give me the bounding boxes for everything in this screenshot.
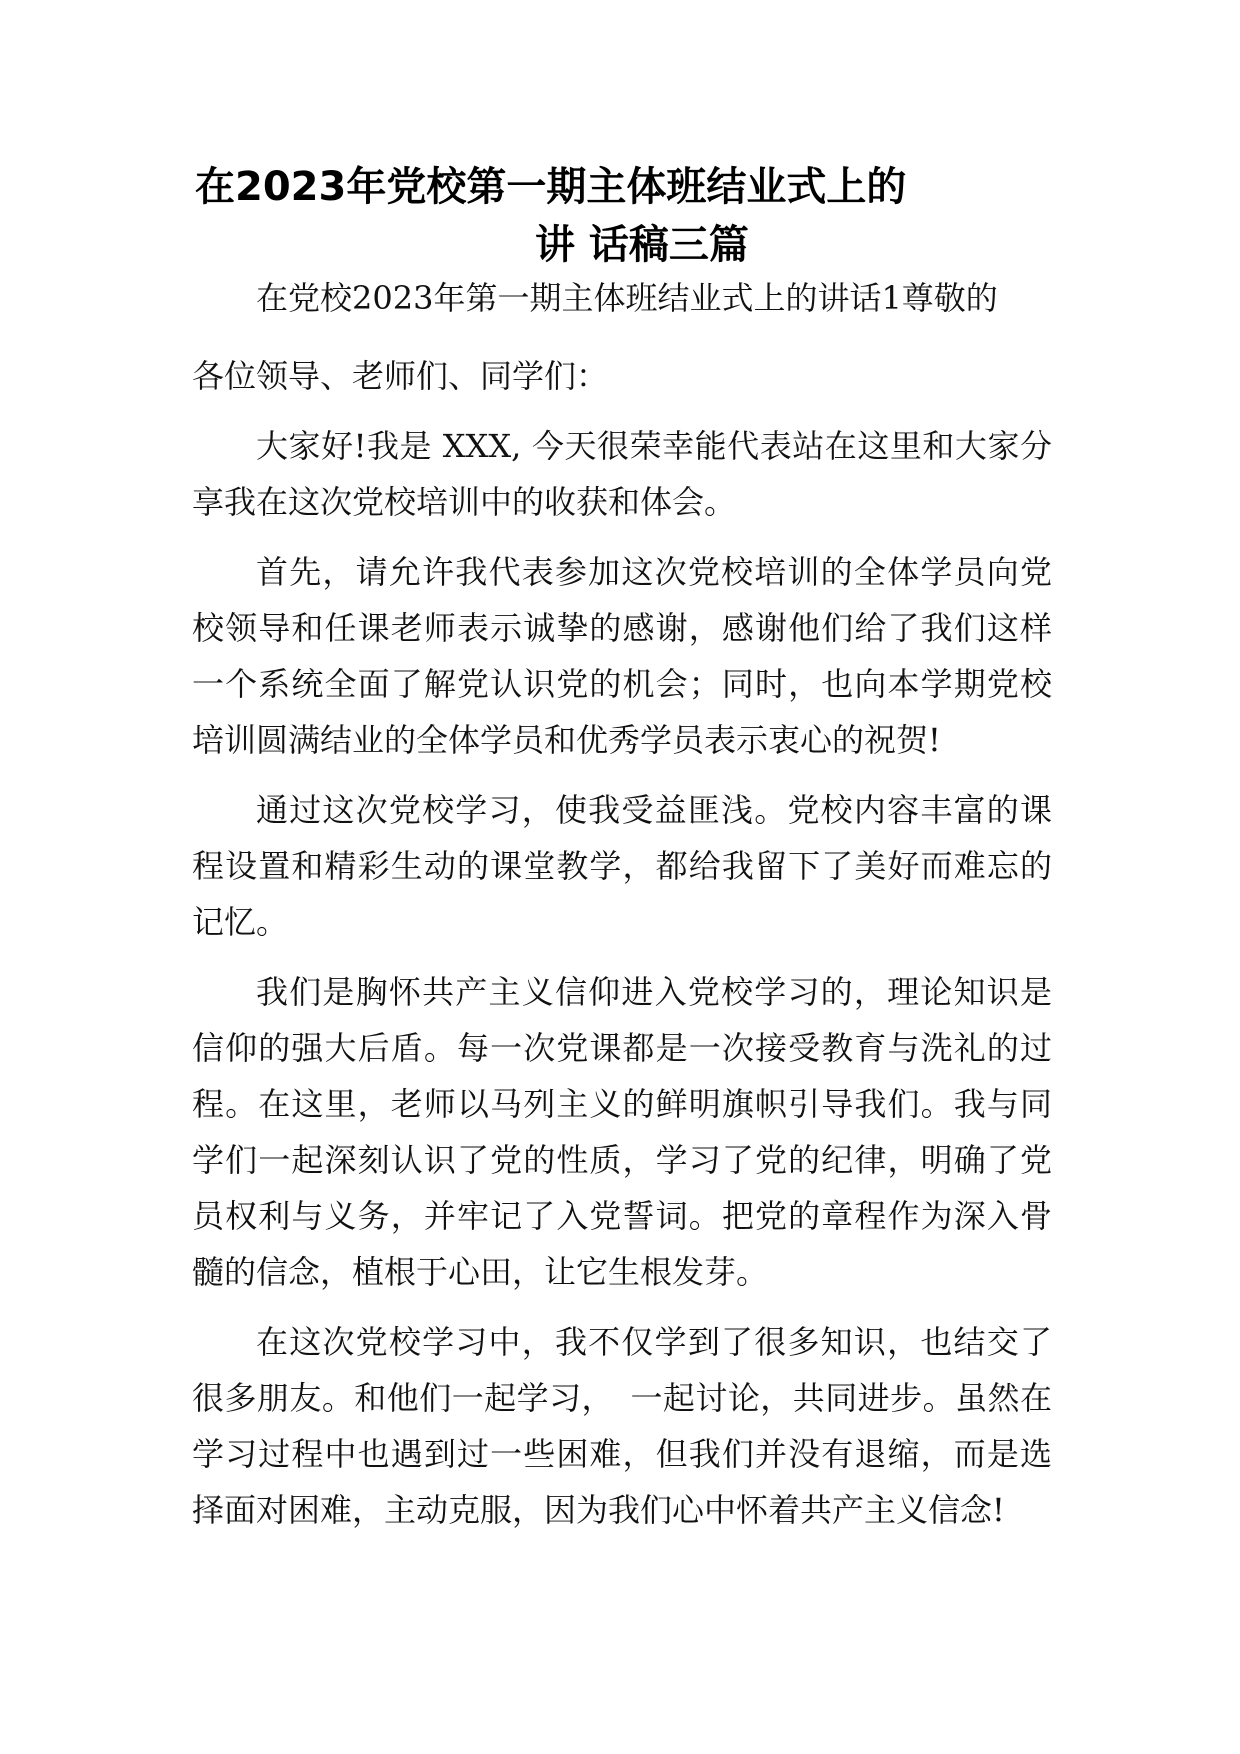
paragraph-thanks: 首先，请允许我代表参加这次党校培训的全体学员向党校领导和任课老师表示诚挚的感谢，感谢他们给了我们这样一个系统全面了解党认识党的机会；同时，也向本学期党校培训圆满结业的全体学员和优秀学员表示衷心的祝贺! bbox=[192, 553, 1052, 759]
paragraph-salutation: 各位领导、老师们、同学们： bbox=[192, 357, 609, 395]
paragraph-greeting: 大家好!我是 XXX, 今天很荣幸能代表站在这里和大家分享我在这次党校培训中的收获和体会。 bbox=[192, 427, 1052, 521]
document-title bbox=[195, 158, 1095, 274]
title-line-1: 在2023年党校第一期主体班结业式上的 bbox=[195, 164, 907, 210]
paragraph-friends: 在这次党校学习中，我不仅学到了很多知识，也结交了很多朋友。和他们一起学习， 一起讨论，共同进步。虽然在学习过程中也遇到过一些困难，但我们并没有退缩，而是选择面对困难，主动克服，因为我们心中怀着共产主义信念! bbox=[192, 1323, 1052, 1529]
paragraph-benefit: 通过这次党校学习，使我受益匪浅。党校内容丰富的课程设置和精彩生动的课堂教学，都给我留下了美好而难忘的记忆。 bbox=[192, 791, 1052, 941]
document-body bbox=[192, 270, 1052, 1552]
title-line-2: 讲 话稿三篇 bbox=[535, 222, 749, 268]
paragraph-subtitle: 在党校2023年第一期主体班结业式上的讲话1尊敬的 bbox=[256, 279, 998, 317]
paragraph-belief: 我们是胸怀共产主义信仰进入党校学习的，理论知识是信仰的强大后盾。每一次党课都是一次接受教育与洗礼的过程。在这里，老师以马列主义的鲜明旗帜引导我们。我与同学们一起深刻认识了党的性质，学习了党的纪律，明确了党员权利与义务，并牢记了入党誓词。把党的章程作为深入骨髓的信念，植根于心田，让它生根发芽。 bbox=[192, 973, 1052, 1291]
